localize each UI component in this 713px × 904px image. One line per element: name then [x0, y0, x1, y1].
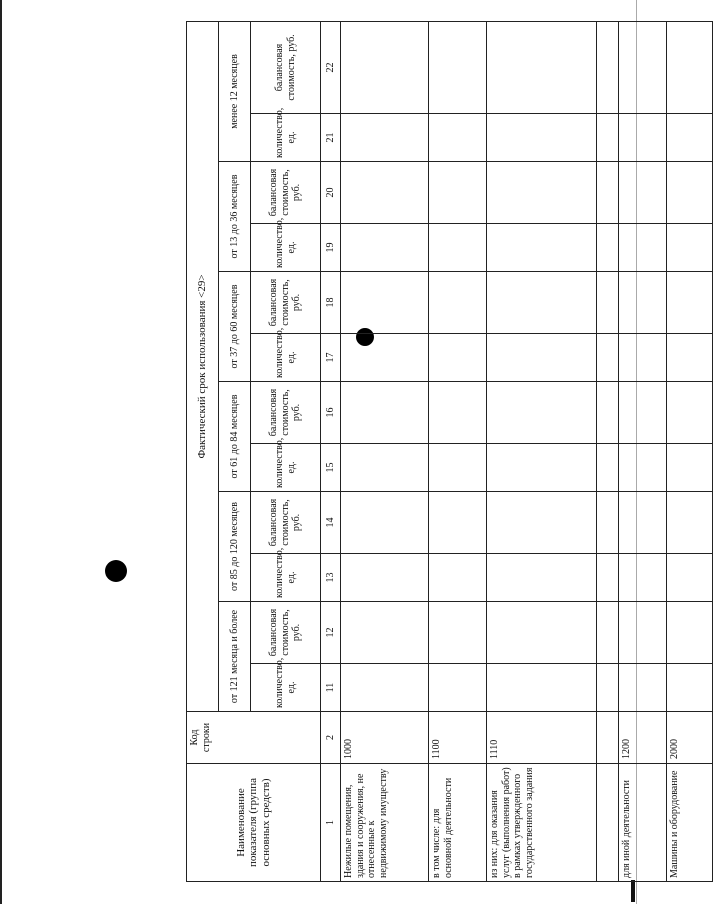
data-cell	[597, 162, 619, 224]
data-cell	[597, 554, 619, 602]
val-header-3: балансовая стоимость, руб.	[251, 382, 321, 444]
data-cell	[429, 602, 487, 664]
val-header-1: балансовая стоимость, руб.	[251, 602, 321, 664]
data-cell	[341, 334, 429, 382]
period-6: менее 12 месяцев	[219, 21, 251, 161]
header-row-main	[187, 21, 219, 881]
punch-hole-bottom	[105, 560, 127, 582]
scan-mark	[631, 880, 635, 902]
table-row	[429, 21, 487, 881]
data-cell	[667, 554, 713, 602]
col-number: 18	[321, 272, 341, 334]
qty-header-2: количество, ед.	[251, 554, 321, 602]
data-cell	[429, 114, 487, 162]
data-cell	[487, 21, 597, 113]
data-cell	[619, 334, 667, 382]
data-cell	[487, 334, 597, 382]
col-number: 16	[321, 382, 341, 444]
data-cell	[429, 492, 487, 554]
data-cell	[429, 21, 487, 113]
data-cell	[667, 664, 713, 712]
col-number: 20	[321, 162, 341, 224]
data-cell	[597, 21, 619, 113]
data-cell	[487, 602, 597, 664]
row-code: 1110	[487, 712, 597, 764]
period-1: от 121 месяца и более	[219, 602, 251, 712]
data-cell	[619, 554, 667, 602]
col-number: 17	[321, 334, 341, 382]
data-cell	[667, 492, 713, 554]
col-number: 12	[321, 602, 341, 664]
data-cell	[487, 114, 597, 162]
period-2: от 85 до 120 месяцев	[219, 492, 251, 602]
data-cell	[429, 444, 487, 492]
data-cell	[597, 602, 619, 664]
val-header-5: балансовая стоимость, руб.	[251, 162, 321, 224]
data-cell	[597, 334, 619, 382]
data-cell	[597, 382, 619, 444]
data-cell	[597, 114, 619, 162]
period-3: от 61 до 84 месяцев	[219, 382, 251, 492]
qty-header-5: количество, ед.	[251, 224, 321, 272]
data-cell	[667, 334, 713, 382]
col-number: 1	[321, 764, 341, 882]
header-code: Код строки	[187, 712, 321, 764]
data-cell	[429, 162, 487, 224]
data-cell	[429, 382, 487, 444]
data-cell	[667, 272, 713, 334]
period-5: от 13 до 36 месяцев	[219, 162, 251, 272]
col-number: 13	[321, 554, 341, 602]
data-cell	[341, 664, 429, 712]
data-cell	[619, 382, 667, 444]
data-cell	[597, 444, 619, 492]
data-cell	[487, 492, 597, 554]
table-row	[619, 21, 667, 881]
data-cell	[487, 224, 597, 272]
data-cell	[429, 334, 487, 382]
row-code: 1100	[429, 712, 487, 764]
row-name: из них: для оказания услуг (выполнения работ) в рамках утвержденного государственного задания	[487, 764, 597, 882]
data-cell	[667, 21, 713, 113]
col-number: 19	[321, 224, 341, 272]
data-cell	[341, 382, 429, 444]
row-name: в том числе: для основной деятельности	[429, 764, 487, 882]
row-code: 2000	[667, 712, 713, 764]
data-cell	[667, 602, 713, 664]
data-cell	[487, 444, 597, 492]
data-cell	[341, 162, 429, 224]
qty-header-6: количество, ед.	[251, 114, 321, 162]
data-cell	[341, 444, 429, 492]
qty-header-4: количество, ед.	[251, 334, 321, 382]
data-cell	[429, 554, 487, 602]
data-cell	[597, 272, 619, 334]
data-cell	[597, 224, 619, 272]
data-cell	[597, 492, 619, 554]
header-name: Наименование показателя (группа основных средств)	[187, 764, 321, 882]
rotated-table-wrapper	[186, 22, 680, 882]
data-cell	[429, 272, 487, 334]
data-cell	[341, 554, 429, 602]
row-name: для иной деятельности	[619, 764, 667, 882]
data-cell	[341, 492, 429, 554]
row-code: 1200	[619, 712, 667, 764]
data-cell	[487, 272, 597, 334]
header-main: Фактический срок использования <29>	[187, 21, 219, 711]
data-cell	[341, 272, 429, 334]
row-name	[597, 764, 619, 882]
col-number: 2	[321, 712, 341, 764]
data-cell	[619, 162, 667, 224]
row-code	[597, 712, 619, 764]
data-cell	[619, 224, 667, 272]
data-cell	[341, 224, 429, 272]
data-cell	[667, 224, 713, 272]
col-number: 11	[321, 664, 341, 712]
data-cell	[429, 664, 487, 712]
col-number: 15	[321, 444, 341, 492]
col-number: 14	[321, 492, 341, 554]
row-code: 1000	[341, 712, 429, 764]
data-cell	[487, 664, 597, 712]
data-cell	[619, 272, 667, 334]
val-header-2: балансовая стоимость, руб.	[251, 492, 321, 554]
data-cell	[667, 162, 713, 224]
qty-header-3: количество, ед.	[251, 444, 321, 492]
page-left-edge	[0, 0, 2, 904]
table-row	[597, 21, 619, 881]
col-number: 21	[321, 114, 341, 162]
data-cell	[597, 664, 619, 712]
column-numbers-row	[321, 21, 341, 881]
table-row	[341, 21, 429, 881]
data-cell	[619, 114, 667, 162]
data-cell	[619, 602, 667, 664]
period-4: от 37 до 60 месяцев	[219, 272, 251, 382]
qty-header-1: количество, ед.	[251, 664, 321, 712]
data-cell	[341, 114, 429, 162]
table-row	[487, 21, 597, 881]
data-cell	[619, 664, 667, 712]
data-cell	[487, 554, 597, 602]
data-cell	[341, 21, 429, 113]
data-cell	[487, 162, 597, 224]
data-cell	[341, 602, 429, 664]
data-cell	[619, 492, 667, 554]
fixed-assets-table	[186, 21, 713, 882]
table-row	[667, 21, 713, 881]
data-cell	[619, 21, 667, 113]
val-header-6: балансовая стоимость, руб.	[251, 21, 321, 113]
val-header-4: балансовая стоимость, руб.	[251, 272, 321, 334]
row-name: Машины и оборудование	[667, 764, 713, 882]
data-cell	[667, 444, 713, 492]
data-cell	[487, 382, 597, 444]
data-cell	[667, 382, 713, 444]
row-name: Нежилые помещения, здания и сооружения, не отнесенные к недвижимому имуществу	[341, 764, 429, 882]
data-cell	[667, 114, 713, 162]
data-cell	[429, 224, 487, 272]
data-cell	[619, 444, 667, 492]
col-number: 22	[321, 21, 341, 113]
